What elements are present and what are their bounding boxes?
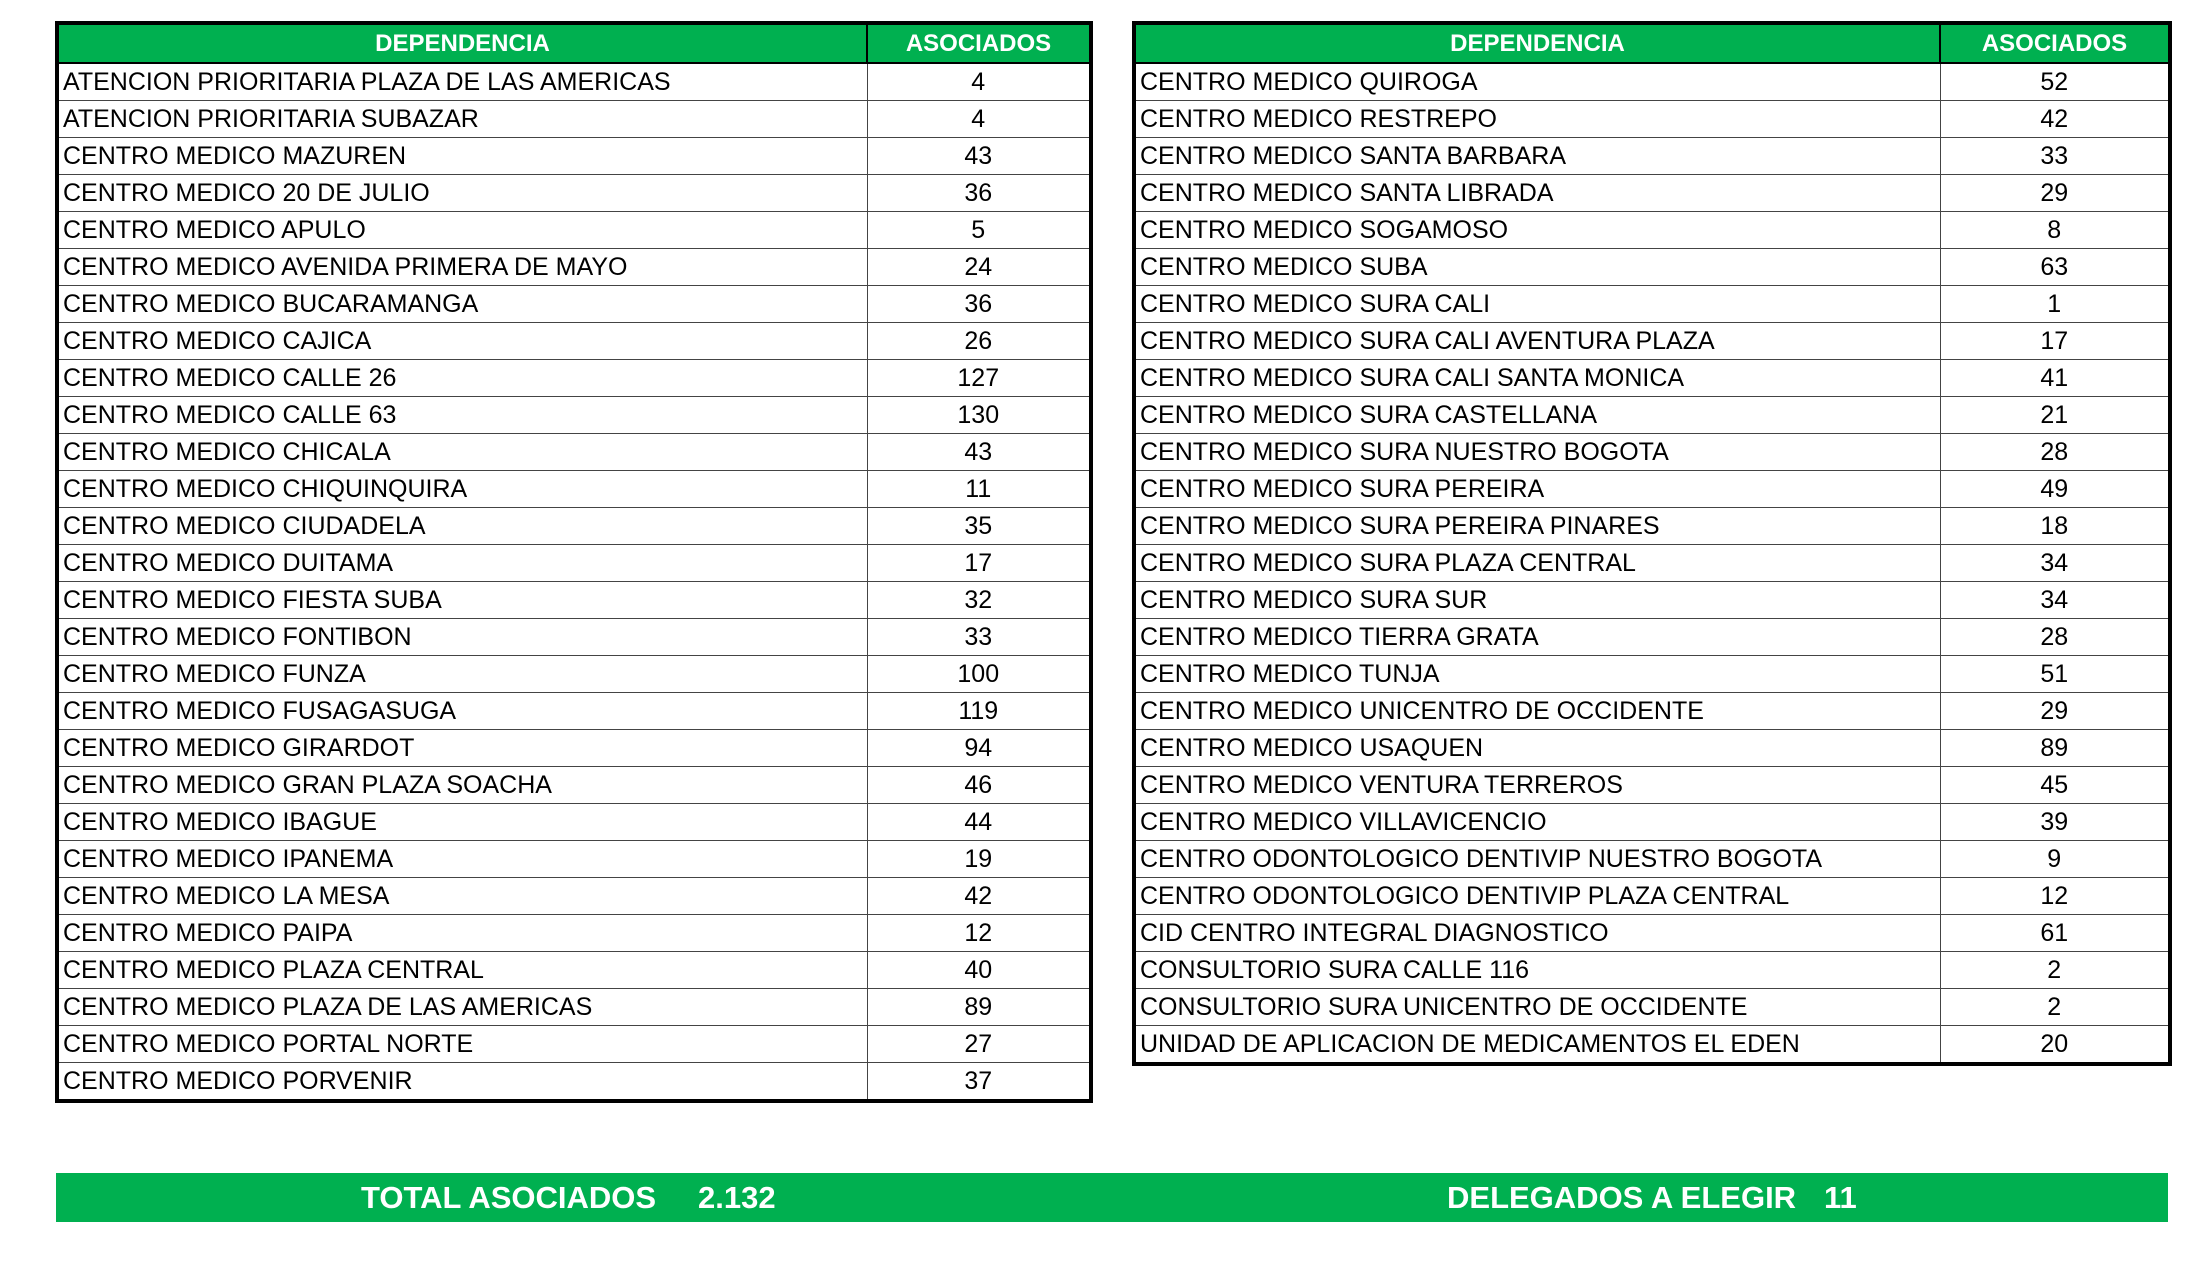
dependencia-cell: CONSULTORIO SURA UNICENTRO DE OCCIDENTE xyxy=(1134,989,1940,1026)
table-row xyxy=(57,397,1091,434)
table-row xyxy=(57,360,1091,397)
table-row xyxy=(57,545,1091,582)
dependencia-cell: CENTRO MEDICO DUITAMA xyxy=(57,545,867,582)
table-row xyxy=(1134,138,2170,175)
dependencia-cell: CENTRO MEDICO APULO xyxy=(57,212,867,249)
asociados-cell: 33 xyxy=(1940,138,2170,175)
dependencia-cell: CENTRO MEDICO PORVENIR xyxy=(57,1063,867,1102)
dependencia-cell: CENTRO MEDICO VENTURA TERREROS xyxy=(1134,767,1940,804)
dependencia-cell: CID CENTRO INTEGRAL DIAGNOSTICO xyxy=(1134,915,1940,952)
table-row xyxy=(1134,989,2170,1026)
asociados-cell: 2 xyxy=(1940,952,2170,989)
table-row xyxy=(1134,212,2170,249)
dependencia-cell: CENTRO ODONTOLOGICO DENTIVIP PLAZA CENTRAL xyxy=(1134,878,1940,915)
table-row xyxy=(57,989,1091,1026)
asociados-cell: 43 xyxy=(867,138,1091,175)
dependencia-cell: CENTRO MEDICO CIUDADELA xyxy=(57,508,867,545)
asociados-cell: 100 xyxy=(867,656,1091,693)
asociados-cell: 44 xyxy=(867,804,1091,841)
asociados-cell: 34 xyxy=(1940,545,2170,582)
dependencia-cell: CONSULTORIO SURA CALLE 116 xyxy=(1134,952,1940,989)
asociados-cell: 20 xyxy=(1940,1026,2170,1065)
table-row xyxy=(1134,915,2170,952)
dependencia-cell: CENTRO ODONTOLOGICO DENTIVIP NUESTRO BOGOTA xyxy=(1134,841,1940,878)
asociados-cell: 34 xyxy=(1940,582,2170,619)
dependencia-cell: CENTRO MEDICO SURA CALI SANTA MONICA xyxy=(1134,360,1940,397)
asociados-cell: 94 xyxy=(867,730,1091,767)
dependencia-cell: CENTRO MEDICO FONTIBON xyxy=(57,619,867,656)
asociados-cell: 9 xyxy=(1940,841,2170,878)
delegados-label: DELEGADOS A ELEGIR xyxy=(1447,1180,1797,1215)
table-row xyxy=(57,619,1091,656)
asociados-cell: 36 xyxy=(867,286,1091,323)
asociados-cell: 43 xyxy=(867,434,1091,471)
dependencia-cell: CENTRO MEDICO PAIPA xyxy=(57,915,867,952)
table-row xyxy=(1134,63,2170,101)
dependencia-cell: CENTRO MEDICO SANTA BARBARA xyxy=(1134,138,1940,175)
dependencia-cell: CENTRO MEDICO FUNZA xyxy=(57,656,867,693)
table-row xyxy=(1134,249,2170,286)
asociados-header: ASOCIADOS xyxy=(867,23,1091,63)
dependencia-cell: CENTRO MEDICO SURA PEREIRA PINARES xyxy=(1134,508,1940,545)
dependencia-cell: ATENCION PRIORITARIA SUBAZAR xyxy=(57,101,867,138)
delegados-value: 11 xyxy=(1824,1180,1857,1215)
table-row xyxy=(57,508,1091,545)
dependencia-cell: CENTRO MEDICO FIESTA SUBA xyxy=(57,582,867,619)
dependencia-header: DEPENDENCIA xyxy=(1134,23,1940,63)
asociados-cell: 89 xyxy=(867,989,1091,1026)
dependencia-cell: CENTRO MEDICO RESTREPO xyxy=(1134,101,1940,138)
table-row xyxy=(57,841,1091,878)
asociados-cell: 12 xyxy=(1940,878,2170,915)
table-row xyxy=(1134,471,2170,508)
asociados-cell: 40 xyxy=(867,952,1091,989)
table-row xyxy=(1134,878,2170,915)
table-header-row xyxy=(57,23,1091,63)
dependencia-cell: CENTRO MEDICO SURA PLAZA CENTRAL xyxy=(1134,545,1940,582)
asociados-cell: 35 xyxy=(867,508,1091,545)
dependencia-cell: CENTRO MEDICO TUNJA xyxy=(1134,656,1940,693)
asociados-cell: 28 xyxy=(1940,434,2170,471)
table-row xyxy=(1134,952,2170,989)
table-row xyxy=(57,63,1091,101)
table-row xyxy=(57,434,1091,471)
asociados-cell: 45 xyxy=(1940,767,2170,804)
asociados-cell: 24 xyxy=(867,249,1091,286)
dependencia-cell: CENTRO MEDICO SURA CALI xyxy=(1134,286,1940,323)
table-row xyxy=(57,471,1091,508)
dependencia-cell: CENTRO MEDICO TIERRA GRATA xyxy=(1134,619,1940,656)
asociados-cell: 28 xyxy=(1940,619,2170,656)
asociados-cell: 11 xyxy=(867,471,1091,508)
table-row xyxy=(1134,767,2170,804)
asociados-cell: 63 xyxy=(1940,249,2170,286)
table-row xyxy=(57,952,1091,989)
asociados-cell: 52 xyxy=(1940,63,2170,101)
table-row xyxy=(57,249,1091,286)
asociados-cell: 21 xyxy=(1940,397,2170,434)
dependencia-cell: CENTRO MEDICO IBAGUE xyxy=(57,804,867,841)
dependencia-cell: CENTRO MEDICO SURA PEREIRA xyxy=(1134,471,1940,508)
table-row xyxy=(57,138,1091,175)
totals-bar xyxy=(56,1173,2168,1222)
table-row xyxy=(1134,508,2170,545)
table-row xyxy=(1134,841,2170,878)
table-row xyxy=(57,212,1091,249)
asociados-cell: 89 xyxy=(1940,730,2170,767)
table-row xyxy=(1134,545,2170,582)
dependencia-cell: CENTRO MEDICO VILLAVICENCIO xyxy=(1134,804,1940,841)
dependencia-cell: CENTRO MEDICO FUSAGASUGA xyxy=(57,693,867,730)
dependencia-cell: CENTRO MEDICO CALLE 63 xyxy=(57,397,867,434)
asociados-cell: 4 xyxy=(867,101,1091,138)
table-row xyxy=(57,915,1091,952)
asociados-cell: 61 xyxy=(1940,915,2170,952)
table-row xyxy=(1134,286,2170,323)
table-row xyxy=(57,582,1091,619)
asociados-cell: 130 xyxy=(867,397,1091,434)
dependencia-cell: CENTRO MEDICO GIRARDOT xyxy=(57,730,867,767)
dependencia-cell: CENTRO MEDICO 20 DE JULIO xyxy=(57,175,867,212)
asociados-cell: 8 xyxy=(1940,212,2170,249)
dependencia-cell: CENTRO MEDICO CHICALA xyxy=(57,434,867,471)
dependencia-cell: CENTRO MEDICO IPANEMA xyxy=(57,841,867,878)
table-row xyxy=(1134,619,2170,656)
dependencia-cell: CENTRO MEDICO AVENIDA PRIMERA DE MAYO xyxy=(57,249,867,286)
asociados-cell: 12 xyxy=(867,915,1091,952)
asociados-cell: 41 xyxy=(1940,360,2170,397)
dependencia-cell: UNIDAD DE APLICACION DE MEDICAMENTOS EL EDEN xyxy=(1134,1026,1940,1065)
dependencia-cell: CENTRO MEDICO PORTAL NORTE xyxy=(57,1026,867,1063)
asociados-cell: 33 xyxy=(867,619,1091,656)
asociados-cell: 32 xyxy=(867,582,1091,619)
dependencia-cell: CENTRO MEDICO SURA CALI AVENTURA PLAZA xyxy=(1134,323,1940,360)
dependencia-cell: CENTRO MEDICO CALLE 26 xyxy=(57,360,867,397)
table-row xyxy=(57,323,1091,360)
table-row xyxy=(1134,175,2170,212)
dependencia-cell: CENTRO MEDICO CHIQUINQUIRA xyxy=(57,471,867,508)
asociados-cell: 37 xyxy=(867,1063,1091,1102)
asociados-cell: 2 xyxy=(1940,989,2170,1026)
asociados-cell: 36 xyxy=(867,175,1091,212)
total-asociados-value: 2.132 xyxy=(698,1180,776,1215)
asociados-cell: 4 xyxy=(867,63,1091,101)
dependencia-cell: CENTRO MEDICO SUBA xyxy=(1134,249,1940,286)
dependencia-cell: CENTRO MEDICO CAJICA xyxy=(57,323,867,360)
dependencia-cell: CENTRO MEDICO SANTA LIBRADA xyxy=(1134,175,1940,212)
dependencia-cell: CENTRO MEDICO GRAN PLAZA SOACHA xyxy=(57,767,867,804)
asociados-cell: 46 xyxy=(867,767,1091,804)
table-row xyxy=(57,878,1091,915)
dependencia-cell: CENTRO MEDICO LA MESA xyxy=(57,878,867,915)
asociados-cell: 26 xyxy=(867,323,1091,360)
dependencia-cell: CENTRO MEDICO USAQUEN xyxy=(1134,730,1940,767)
table-row xyxy=(1134,397,2170,434)
table-row xyxy=(57,101,1091,138)
table-row xyxy=(1134,582,2170,619)
dependencia-cell: CENTRO MEDICO MAZUREN xyxy=(57,138,867,175)
dependencia-cell: CENTRO MEDICO SURA CASTELLANA xyxy=(1134,397,1940,434)
asociados-cell: 51 xyxy=(1940,656,2170,693)
dependencia-cell: CENTRO MEDICO PLAZA DE LAS AMERICAS xyxy=(57,989,867,1026)
asociados-cell: 42 xyxy=(867,878,1091,915)
table-row xyxy=(57,1063,1091,1102)
table-header-row xyxy=(1134,23,2170,63)
asociados-cell: 39 xyxy=(1940,804,2170,841)
dependencia-cell: CENTRO MEDICO BUCARAMANGA xyxy=(57,286,867,323)
asociados-cell: 5 xyxy=(867,212,1091,249)
asociados-cell: 29 xyxy=(1940,693,2170,730)
table-row xyxy=(1134,434,2170,471)
asociados-cell: 17 xyxy=(1940,323,2170,360)
total-asociados-label: TOTAL ASOCIADOS xyxy=(361,1180,657,1215)
dependencia-cell: ATENCION PRIORITARIA PLAZA DE LAS AMERICAS xyxy=(57,63,867,101)
table-row xyxy=(1134,101,2170,138)
table-row xyxy=(57,286,1091,323)
left-dependencia-table xyxy=(55,21,1093,1103)
dependencia-cell: CENTRO MEDICO PLAZA CENTRAL xyxy=(57,952,867,989)
table-row xyxy=(1134,730,2170,767)
table-row xyxy=(57,730,1091,767)
asociados-cell: 18 xyxy=(1940,508,2170,545)
table-row xyxy=(1134,360,2170,397)
table-row xyxy=(1134,1026,2170,1065)
dependencia-header: DEPENDENCIA xyxy=(57,23,867,63)
right-dependencia-table xyxy=(1132,21,2172,1066)
dependencia-cell: CENTRO MEDICO SURA NUESTRO BOGOTA xyxy=(1134,434,1940,471)
asociados-cell: 29 xyxy=(1940,175,2170,212)
table-row xyxy=(57,1026,1091,1063)
asociados-cell: 42 xyxy=(1940,101,2170,138)
dependencia-cell: CENTRO MEDICO UNICENTRO DE OCCIDENTE xyxy=(1134,693,1940,730)
dependencia-cell: CENTRO MEDICO SURA SUR xyxy=(1134,582,1940,619)
asociados-cell: 1 xyxy=(1940,286,2170,323)
asociados-cell: 49 xyxy=(1940,471,2170,508)
asociados-cell: 119 xyxy=(867,693,1091,730)
table-row xyxy=(1134,804,2170,841)
table-row xyxy=(1134,693,2170,730)
table-row xyxy=(57,804,1091,841)
table-row xyxy=(1134,656,2170,693)
asociados-cell: 19 xyxy=(867,841,1091,878)
dependencia-cell: CENTRO MEDICO SOGAMOSO xyxy=(1134,212,1940,249)
table-row xyxy=(57,175,1091,212)
asociados-cell: 127 xyxy=(867,360,1091,397)
table-row xyxy=(57,656,1091,693)
dependencia-cell: CENTRO MEDICO QUIROGA xyxy=(1134,63,1940,101)
asociados-header: ASOCIADOS xyxy=(1940,23,2170,63)
asociados-cell: 27 xyxy=(867,1026,1091,1063)
table-row xyxy=(57,767,1091,804)
table-row xyxy=(57,693,1091,730)
asociados-cell: 17 xyxy=(867,545,1091,582)
table-row xyxy=(1134,323,2170,360)
